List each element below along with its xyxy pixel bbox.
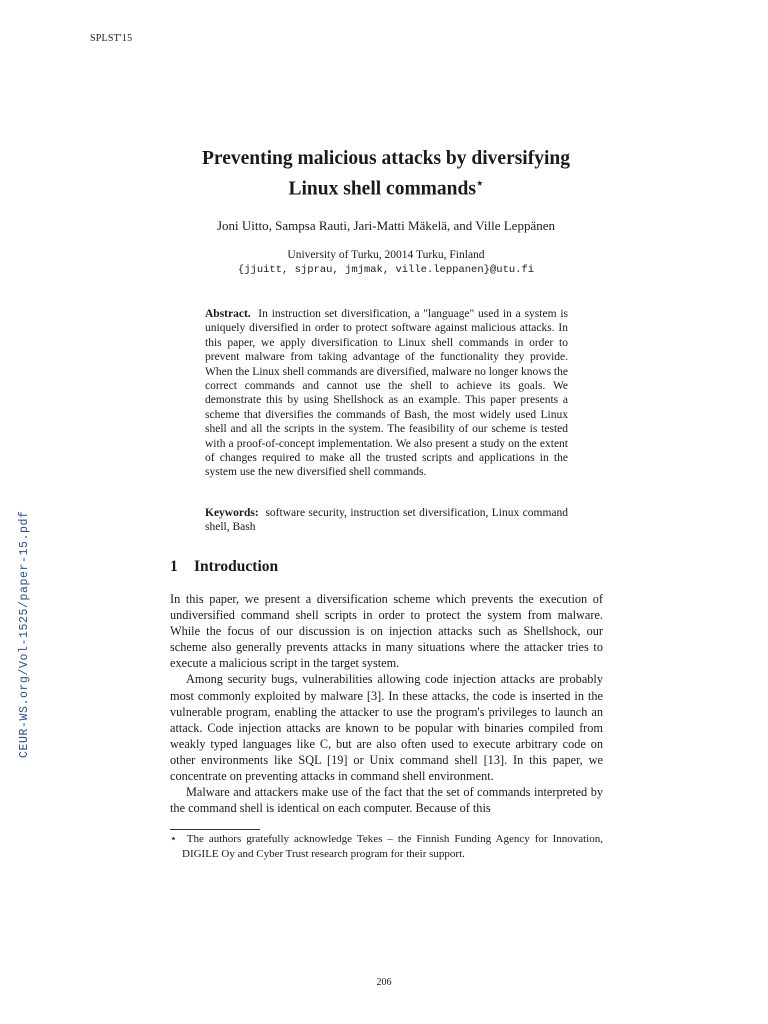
footnote-text: The authors gratefully acknowledge Tekes – the Finnish Funding Agency for Innovation, DIGILE Oy and Cyber Trust research program for their support. — [182, 833, 603, 860]
page-number: 206 — [376, 977, 392, 988]
running-header-venue: SPLST'15 — [90, 33, 133, 44]
institution: University of Turku, 20014 Turku, Finland — [287, 249, 485, 261]
intro-paragraph-1: In this paper, we present a diversification scheme which prevents the execution of undiversified command shell scripts in order to protect the system from malware. While the focus of our discussion is on injection attacks such as Shellshock, our scheme also generally prevents attacks in many situations where the attacker tries to execute a malicious script in the target system. — [170, 592, 603, 671]
title-line-2 — [160, 171, 612, 202]
author-emails: {jjuitt, sjprau, jmjmak, ville.leppanen}@utu.fi — [237, 264, 535, 276]
section-number: 1 — [170, 558, 178, 575]
author-list: Joni Uitto, Sampsa Rauti, Jari-Matti Mäkelä, and Ville Leppänen — [217, 218, 555, 233]
title-line-2-text: Linux shell commands — [288, 178, 476, 200]
footnote-divider — [170, 829, 260, 830]
abstract-text: In instruction set diversification, a "language" used in a system is uniquely diversified in order to protect software against malicious attacks. In this paper, we apply diversification to Linux shell commands in order to prevent malware from taking advantage of the functionality they provide. When the Linux shell commands are diversified, malware no longer knows the correct commands and cannot use the shell to achieve its goals. We demonstrate this by using Shellshock as an example. This paper presents a scheme that diversifies the commands of Bash, the most widely used Linux shell and all the scripts in the system. The feasibility of our scheme is tested with a proof-of-concept implementation. We also present a study on the extent of changes required to make all the trusted scripts and applications in the system use the new diversified shell commands. — [205, 308, 568, 479]
keywords-label: Keywords: — [205, 507, 259, 519]
intro-paragraph-3: Malware and attackers make use of the fact that the set of commands interpreted by the command shell is identical on each computer. Because of this — [170, 785, 603, 816]
section-heading-introduction — [170, 558, 278, 576]
affiliation — [160, 248, 612, 278]
abstract — [205, 307, 568, 480]
abstract-label: Abstract. — [205, 308, 251, 320]
keywords — [205, 506, 568, 535]
section-title: Introduction — [194, 558, 279, 575]
paper-title — [160, 146, 612, 202]
title-footnote-mark: ⋆ — [475, 176, 484, 190]
sidebar-source-url: CEUR-WS.org/Vol-1525/paper-15.pdf — [18, 510, 31, 758]
introduction-body — [170, 591, 603, 816]
title-line-1: Preventing malicious attacks by diversifying — [202, 148, 570, 169]
footnote — [170, 832, 603, 861]
intro-paragraph-2: Among security bugs, vulnerabilities allowing code injection attacks are probably most commonly exploited by malware [3]. In these attacks, the code is inserted in the vulnerable program, enabling the attacker to use the program's privileges to launch an attack. Code injection attacks are known to be popular with binaries compiled from weakly typed languages like C, but are also often used to execute arbitrary code on other environments like SQL [19] or Unix command shell [13]. In this paper, we concentrate on preventing attacks in command shell environment. — [170, 672, 603, 784]
footnote-mark: ⋆ — [170, 833, 177, 845]
keywords-text: software security, instruction set diversification, Linux command shell, Bash — [205, 507, 568, 534]
